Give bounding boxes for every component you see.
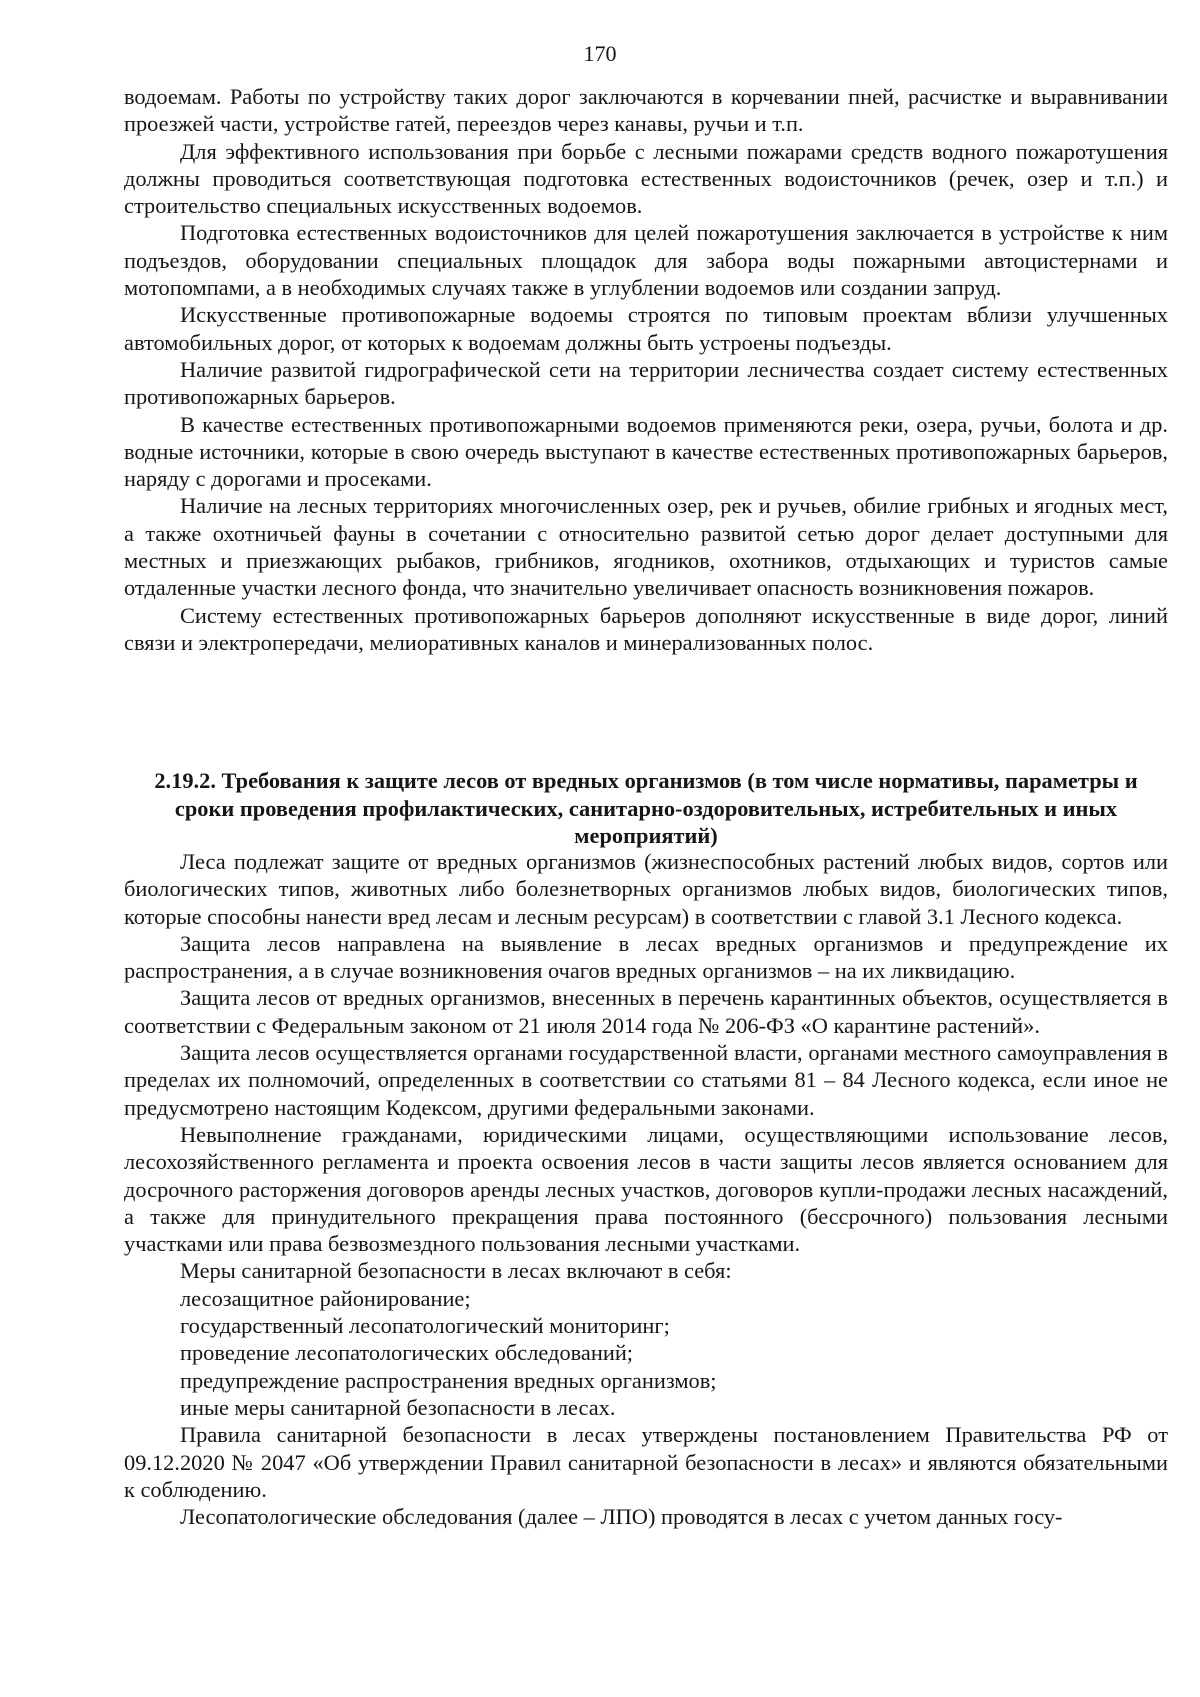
paragraph-protection-aim: Защита лесов направлена на выявление в лесах вредных организмов и предупреждение их распространения, а в случае возникновения очагов вредных организмов – на их ликвидацию. — [124, 930, 1168, 984]
sanitary-measures-list — [124, 1285, 1168, 1421]
fire-water-sources-text — [124, 83, 1168, 656]
paragraph-artificial-barriers: Систему естественных противопожарных барьеров дополняют искусственные в виде дорог, линий связи и электропередачи, мелиоративных каналов и минерализованных полос. — [124, 602, 1168, 655]
paragraph-natural-sources-prep: Подготовка естественных водоисточников для целей пожаротушения заключается в устройстве к ним подъездов, оборудовании специальных площадок для забора воды пожарными автоцистернами и мотопомпами, а в необходимых случаях также в углублении водоемов или создании запруд. — [124, 220, 1168, 301]
list-item: проведение лесопатологических обследований; — [180, 1340, 634, 1366]
paragraph-protection-scope: Леса подлежат защите от вредных организмов (жизнеспособных растений любых видов, сортов или биологических типов, животных либо болезнетворных организмов любых видов, биологических типов, которые способны нанести вред лесам и лесным ресурсам) в соответствии с главой 3.1 Лесного кодекса. — [124, 849, 1168, 929]
paragraph-natural-barriers: В качестве естественных противопожарными водоемов применяются реки, озера, ручьи, болота и др. водные источники, которые в свою очередь выступают в качестве естественных противопожарных барьеров, наряду с дорогами и просеками. — [124, 411, 1168, 492]
paragraph-noncompliance: Невыполнение гражданами, юридическими лицами, осуществляющими использование лесов, лесохозяйственного регламента и проекта освоения лесов в части защиты лесов является основанием для досрочного расторжения договоров аренды лесных участков, договоров купли-продажи лесных насаждений, а также для принудительного прекращения права постоянного (бессрочного) пользования лесными участками или права безвозмездного пользования лесными участками. — [124, 1121, 1168, 1257]
paragraph-authorities: Защита лесов осуществляется органами государственной власти, органами местного самоуправления в пределах их полномочий, определенных в соответствии со статьями 81 – 84 Лесного кодекса, если иное не предусмотрено настоящим Кодексом, другими федеральными законами. — [124, 1040, 1168, 1120]
paragraph-roads-continuation: водоемам. Работы по устройству таких дорог заключаются в корчевании пней, расчистке и выравнивании проезжей части, устройстве гатей, переездов через канавы, ручьи и т.п. — [124, 84, 1168, 137]
paragraph-lpo: Лесопатологические обследования (далее – ЛПО) проводятся в лесах с учетом данных госу- — [180, 1504, 1063, 1530]
paragraph-fire-risk: Наличие на лесных территориях многочисленных озер, рек и ручьев, обилие грибных и ягодных мест, а также охотничьей фауны в сочетании с относительно развитой сетью дорог делает доступными для местных и приезжающих рыбаков, грибников, ягодников, охотников, отдыхающих и туристов самые отдаленные участки лесного фонда, что значительно увеличивает опасность возникновения пожаров. — [124, 493, 1168, 601]
list-item: предупреждение распространения вредных организмов; — [180, 1367, 717, 1393]
forest-protection-text — [124, 848, 1168, 1530]
list-item: иные меры санитарной безопасности в лесах. — [180, 1394, 616, 1420]
list-item: лесозащитное районирование; — [180, 1285, 471, 1311]
page-number: 170 — [583, 41, 617, 66]
paragraph-measures-intro: Меры санитарной безопасности в лесах включают в себя: — [180, 1258, 732, 1284]
section-heading-block — [124, 767, 1168, 850]
paragraph-sanitary-rules: Правила санитарной безопасности в лесах утверждены постановлением Правительства РФ от 09.12.2020 № 2047 «Об утверждении Правил санитарной безопасности в лесах» и являются обязательными к соблюдению. — [124, 1422, 1168, 1502]
section-heading: 2.19.2. Требования к защите лесов от вредных организмов (в том числе нормативы, параметры и сроки проведения профилактических, санитарно-оздоровительных, истребительных и иных мероприятий) — [154, 768, 1138, 848]
paragraph-water-firefighting: Для эффективного использования при борьбе с лесными пожарами средств водного пожаротушения должны проводиться соответствующая подготовка естественных водоисточников (речек, озер и т.п.) и строительство специальных искусственных водоемов. — [124, 138, 1168, 219]
paragraph-quarantine-law: Защита лесов от вредных организмов, внесенных в перечень карантинных объектов, осуществляется в соответствии с Федеральным законом от 21 июля 2014 года № 206-ФЗ «О карантине растений». — [124, 985, 1168, 1038]
paragraph-artificial-reservoirs: Искусственные противопожарные водоемы строятся по типовым проектам вблизи улучшенных автомобильных дорог, от которых к водоемам должны быть устроены подъезды. — [124, 302, 1168, 355]
paragraph-hydrographic-network: Наличие развитой гидрографической сети на территории лесничества создает систему естественных противопожарных барьеров. — [124, 356, 1168, 410]
list-item: государственный лесопатологический мониторинг; — [180, 1313, 670, 1339]
